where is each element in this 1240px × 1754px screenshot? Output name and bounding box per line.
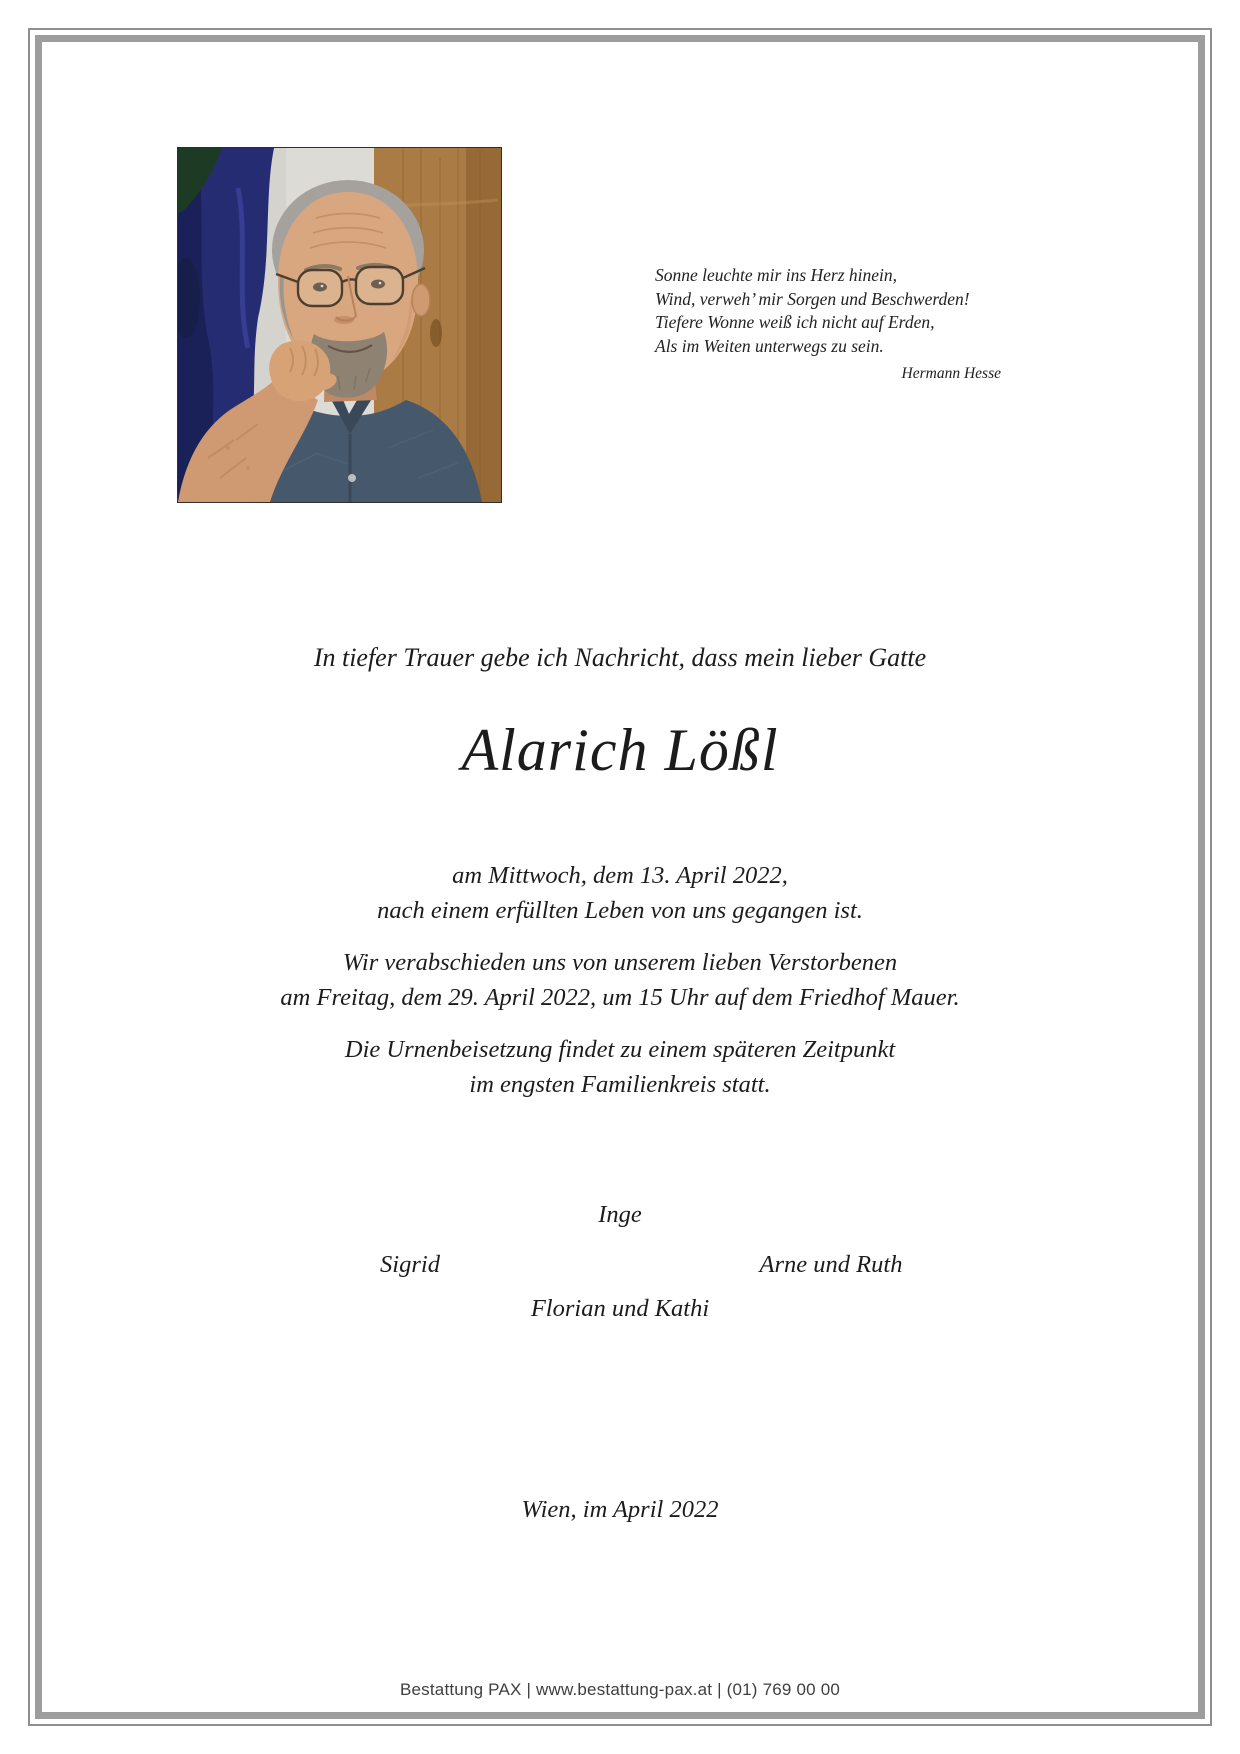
poem-line: Als im Weiten unterwegs zu sein. — [655, 335, 884, 356]
portrait-illustration — [178, 148, 501, 502]
death-date-line: am Mittwoch, dem 13. April 2022, — [452, 862, 788, 889]
mourner-left: Sigrid — [380, 1251, 440, 1278]
death-date-line: nach einem erfüllten Leben von uns gegangen ist. — [377, 897, 863, 924]
deceased-photo — [178, 148, 501, 502]
poem-attribution: Hermann Hesse — [901, 365, 1001, 382]
mourner-right: Arne und Ruth — [759, 1251, 903, 1278]
urn-line: Die Urnenbeisetzung findet zu einem späteren Zeitpunkt — [344, 1036, 896, 1063]
place-date: Wien, im April 2022 — [521, 1496, 719, 1523]
deceased-name: Alarich Lößl — [461, 717, 779, 783]
announcement-intro: In tiefer Trauer gebe ich Nachricht, dass mein lieber Gatte — [313, 643, 927, 672]
mourner-wife: Inge — [598, 1201, 642, 1228]
poem-line: Sonne leuchte mir ins Herz hinein, — [655, 265, 898, 285]
farewell-paragraph — [0, 945, 1240, 1015]
farewell-line: Wir verabschieden uns von unserem lieben Verstorbenen — [342, 949, 898, 976]
memorial-poem — [655, 264, 1007, 386]
announcement-body — [0, 858, 1240, 1102]
urn-line: im engsten Familienkreis statt. — [469, 1071, 771, 1098]
funeral-home-footer: Bestattung PAX | www.bestattung-pax.at | (01) 769 00 00 — [399, 1680, 841, 1699]
mourner-bottom: Florian und Kathi — [530, 1295, 710, 1322]
urn-paragraph — [0, 1032, 1240, 1102]
poem-line: Tiefere Wonne weiß ich nicht auf Erden, — [655, 312, 935, 332]
poem-line: Wind, verweh’ mir Sorgen und Beschwerden! — [655, 288, 970, 309]
farewell-line: am Freitag, dem 29. April 2022, um 15 Uhr auf dem Friedhof Mauer. — [280, 984, 960, 1011]
death-date-paragraph — [0, 858, 1240, 928]
